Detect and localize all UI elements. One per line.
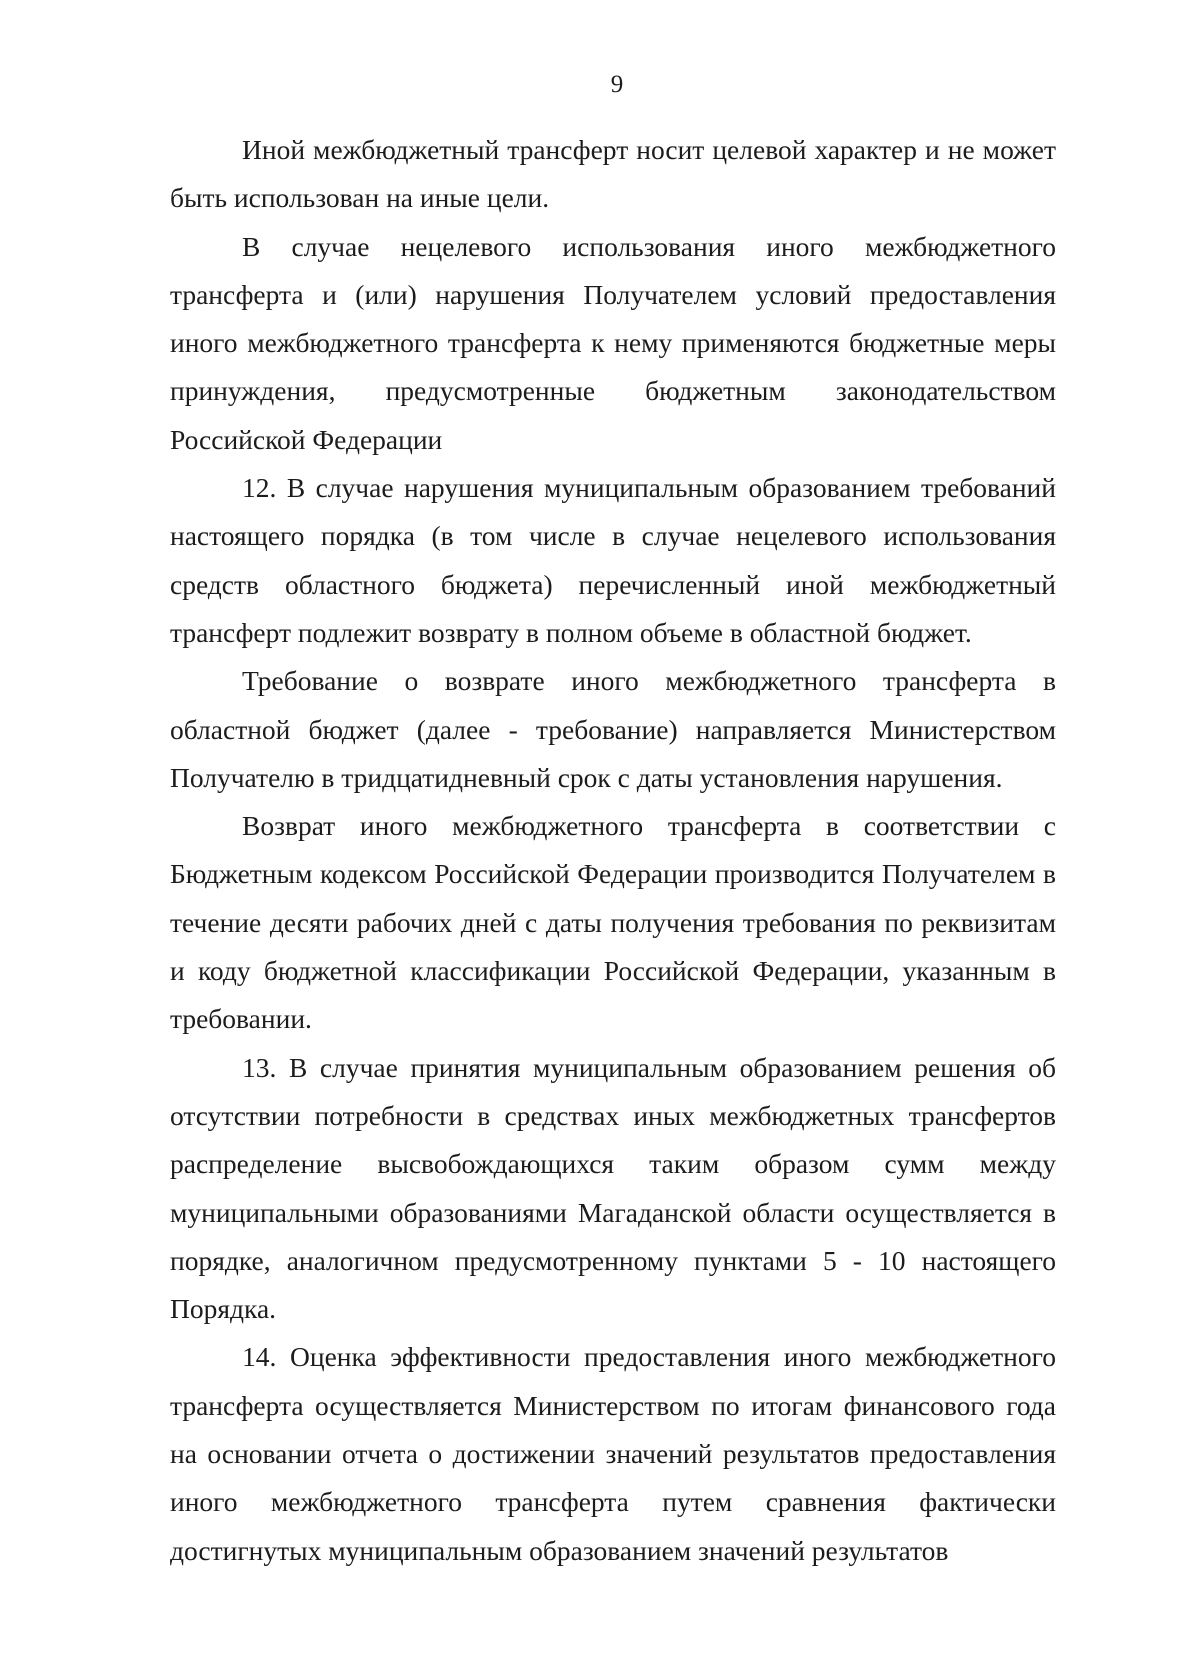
- paragraph-return-requirement: Требование о возврате иного межбюджетного трансферта в областной бюджет (далее - требование) направляется Министерством Получателю в тридцатидневный срок с даты установления нарушения.: [170, 665, 1056, 793]
- document-body: [170, 126, 1056, 1575]
- paragraph-return-procedure: Возврат иного межбюджетного трансферта в соответствии с Бюджетным кодексом Российской Федерации производится Получателем в течение десяти рабочих дней с даты получения требования по реквизитам и коду бюджетной классификации Российской Федерации, указанным в требовании.: [170, 810, 1056, 1035]
- paragraph-clause-12: 12. В случае нарушения муниципальным образованием требований настоящего порядка (в том числе в случае нецелевого использования средств областного бюджета) перечисленный иной межбюджетный трансферт подлежит возврату в полном объеме в областной бюджет.: [170, 472, 1056, 648]
- paragraph-clause-14: 14. Оценка эффективности предоставления иного межбюджетного трансферта осуществляется Министерством по итогам финансового года на основании отчета о достижении значений результатов предоставления иного межбюджетного трансферта путем сравнения фактически достигнутых муниципальным образованием значений результатов: [170, 1341, 1056, 1566]
- paragraph-misuse-measures: В случае нецелевого использования иного межбюджетного трансферта и (или) нарушения Получателем условий предоставления иного межбюджетного трансферта к нему применяются бюджетные меры принуждения, предусмотренные бюджетным законодательством Российской Федерации: [170, 230, 1056, 455]
- paragraph-purpose: Иной межбюджетный трансферт носит целевой характер и не может быть использован на иные цели.: [170, 134, 1056, 214]
- paragraph-clause-13: 13. В случае принятия муниципальным образованием решения об отсутствии потребности в средствах иных межбюджетных трансфертов распределение высвобождающихся таким образом сумм между муниципальными образованиями Магаданской области осуществляется в порядке, аналогичном предусмотренному пунктами 5 - 10 настоящего Порядка.: [170, 1051, 1056, 1325]
- page-number: 9: [610, 71, 624, 98]
